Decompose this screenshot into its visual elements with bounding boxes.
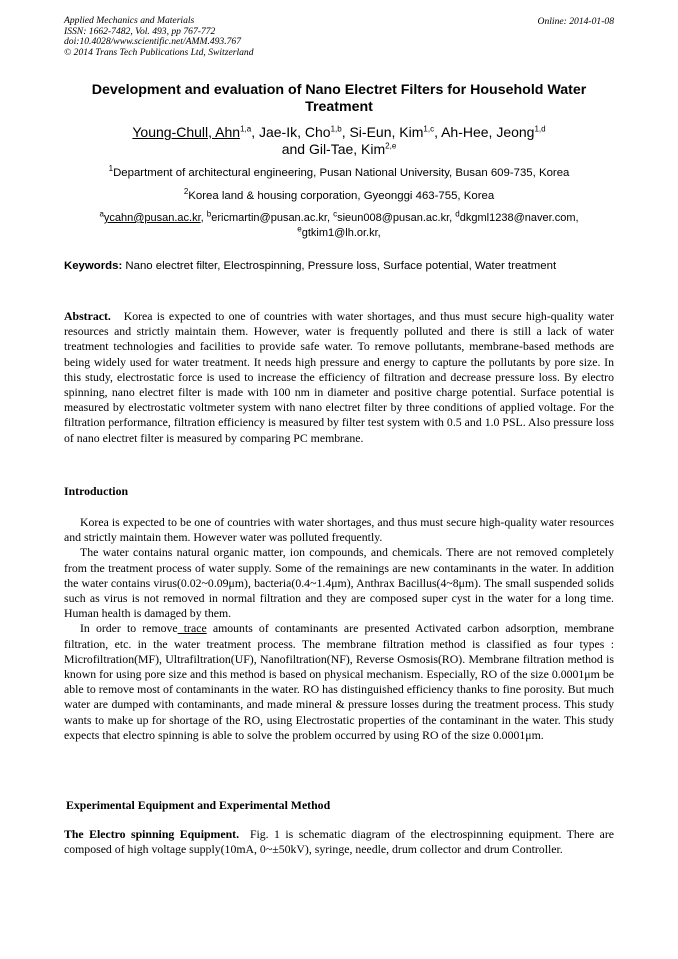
email-superscript: a: [99, 209, 104, 219]
intro-p3-underlined: trace: [177, 621, 207, 636]
author-superscript: 1,c: [423, 124, 435, 134]
abstract-text: Korea is expected to one of countries with water shortages, and thus must secure high-quality water resources and strictly maintain them. However, water is frequently polluted and there is still a lack of water treatment technologies and facilities to provide safe water. To remove pollutants, membrane-based methods are being widely used for water treatment. It needs high pressure and energy to capture the pollutants by pore size. In this study, electrostatic force is used to increase the efficiency of filtration and decrease pressure loss. By electro spinning, nano electret filter is made with 100 nm in diameter and positive charge potential. Surface potential is measured by electrostatic voltmeter system with nano electret filter by three conditions of applied voltage. For the filtration performance, filtration efficiency is measured by filter test system with 0.5 and 1.0 PSL. Also pressure loss of nano electret filter is measured by comparing PC membrane.: [64, 309, 614, 445]
intro-paragraph-1: Korea is expected to be one of countries with water shortages, and thus must secure high-quality water resources and strictly maintain them. However water was polluted frequently.: [64, 515, 614, 545]
journal-header: [64, 16, 254, 58]
email-superscript: d: [455, 209, 460, 219]
email-link[interactable]: ycahn@pusan.ac.kr: [103, 212, 201, 224]
email-text: sieun008@pusan.ac.kr: [337, 212, 450, 224]
author-superscript: 2,e: [385, 141, 397, 151]
author-separator: ,: [251, 124, 259, 140]
paper-title: Development and evaluation of Nano Electret Filters for Household Water Treatment: [91, 82, 587, 115]
email-superscript: b: [206, 209, 212, 219]
author-name: Ah-Hee, Jeong: [441, 124, 535, 140]
intro-p3-rest: amounts of contaminants are presented Activated carbon adsorption, membrane filtration, etc. in the water treatment process. The membrane filtration method is classified as four types : Microfiltration(MF), Ultrafiltration(UF), Nanofiltration(NF), Reverse Osmosis(RO). Membrane filtration method is known for using pore size and this method is based on physical mechanism. Especially, RO of the size 0.0001μm be able to remove most of contaminants in the water. RO has distinguished efficiency thanks to fine porosity. But much water are dumped with contaminants, and made mineral & pressure losses during the treatment process. This study wants to make up for shortage of the RO, using Electrostatic properties of the contaminant in the water. This study expects that electro spinning is able to solve the problem occurred by using RO of the size 0.0001μm.: [64, 621, 614, 742]
experimental-sublabel: The Electro spinning Equipment.: [64, 827, 240, 841]
experimental-body: [64, 827, 614, 857]
author-and: and: [281, 141, 309, 157]
email-text: ericmartin@pusan.ac.kr: [211, 212, 327, 224]
introduction-heading: Introduction: [64, 484, 129, 498]
experimental-text: Fig. 1 is schematic diagram of the electrospinning equipment. There are composed of high voltage supply(10mA, 0~±50kV), syringe, needle, drum collector and drum Controller.: [64, 827, 614, 857]
author-separator: ,: [341, 124, 350, 140]
email-text: dkgml1238@naver.com: [459, 212, 576, 224]
keywords-text: Nano electret filter, Electrospinning, Pressure loss, Surface potential, Water treatment: [125, 260, 557, 272]
author-superscript: 1,b: [330, 124, 342, 134]
affiliation-superscript: 1: [108, 164, 114, 174]
author-superscript: 1,a: [240, 124, 252, 134]
author-superscript: 1,d: [534, 124, 546, 134]
email-superscript: c: [333, 209, 338, 219]
experimental-heading: Experimental Equipment and Experimental Method: [66, 798, 331, 812]
intro-paragraph-3: [64, 621, 614, 743]
author-name: Jae-Ik, Cho: [258, 124, 331, 140]
introduction-body: [64, 515, 614, 743]
intro-paragraph-2: The water contains natural organic matter, ion compounds, and chemicals. There are not removed completely from the treatment process of water supply. Some of the remainings are new contaminants in the water. In addition the water contains virus(0.02~0.09μm), bacteria(0.4~1.4μm), Anthrax Bacillus(4~8μm). The small suspended solids such as virus is not removed in normal filtration and they are composed super cyst in the water for a long time. Human health is damaged by them.: [64, 545, 614, 621]
experimental-paragraph: [64, 827, 614, 857]
affiliation-1: [64, 166, 614, 180]
intro-p3-start: In order to remove: [80, 621, 178, 636]
copyright-line: © 2014 Trans Tech Publications Ltd, Switzerland: [64, 46, 254, 58]
author-name: Young-Chull, Ahn: [132, 124, 241, 140]
email-text: gtkim1@lh.or.kr: [301, 227, 378, 239]
affiliation-text: Korea land & housing corporation, Gyeonggi 463-755, Korea: [188, 190, 495, 202]
affiliation-superscript: 2: [183, 187, 189, 197]
keywords-label: Keywords:: [64, 260, 123, 272]
journal-name: Applied Mechanics and Materials: [64, 15, 195, 26]
keywords-line: [64, 259, 614, 273]
issn-line: ISSN: 1662-7482, Vol. 493, pp 767-772: [64, 25, 216, 37]
affiliation-text: Department of architectural engineering, Pusan National University, Busan 609-735, Korea: [113, 167, 570, 179]
affiliation-2: [64, 189, 614, 203]
abstract: [64, 309, 614, 446]
doi-line[interactable]: doi:10.4028/www.scientific.net/AMM.493.767: [64, 36, 242, 48]
online-date: Online: 2014-01-08: [537, 16, 614, 27]
author-name: Si-Eun, Kim: [349, 124, 424, 140]
email-superscript: e: [297, 224, 302, 234]
email-list: $^a$ycahn@pusan.ac.kr, $^b$ericmartin@pusan.ac.kr, $^c$sieun008@pusan.ac.kr, $^d$dkgml1238@naver.com, $^e$gtkim1@lh.or.kr,: [99, 209, 579, 239]
author-list: [64, 124, 614, 158]
abstract-paragraph: [64, 309, 614, 446]
author-separator: ,: [434, 124, 442, 140]
author-name: Gil-Tae, Kim: [308, 141, 386, 157]
abstract-label: Abstract.: [64, 309, 111, 323]
